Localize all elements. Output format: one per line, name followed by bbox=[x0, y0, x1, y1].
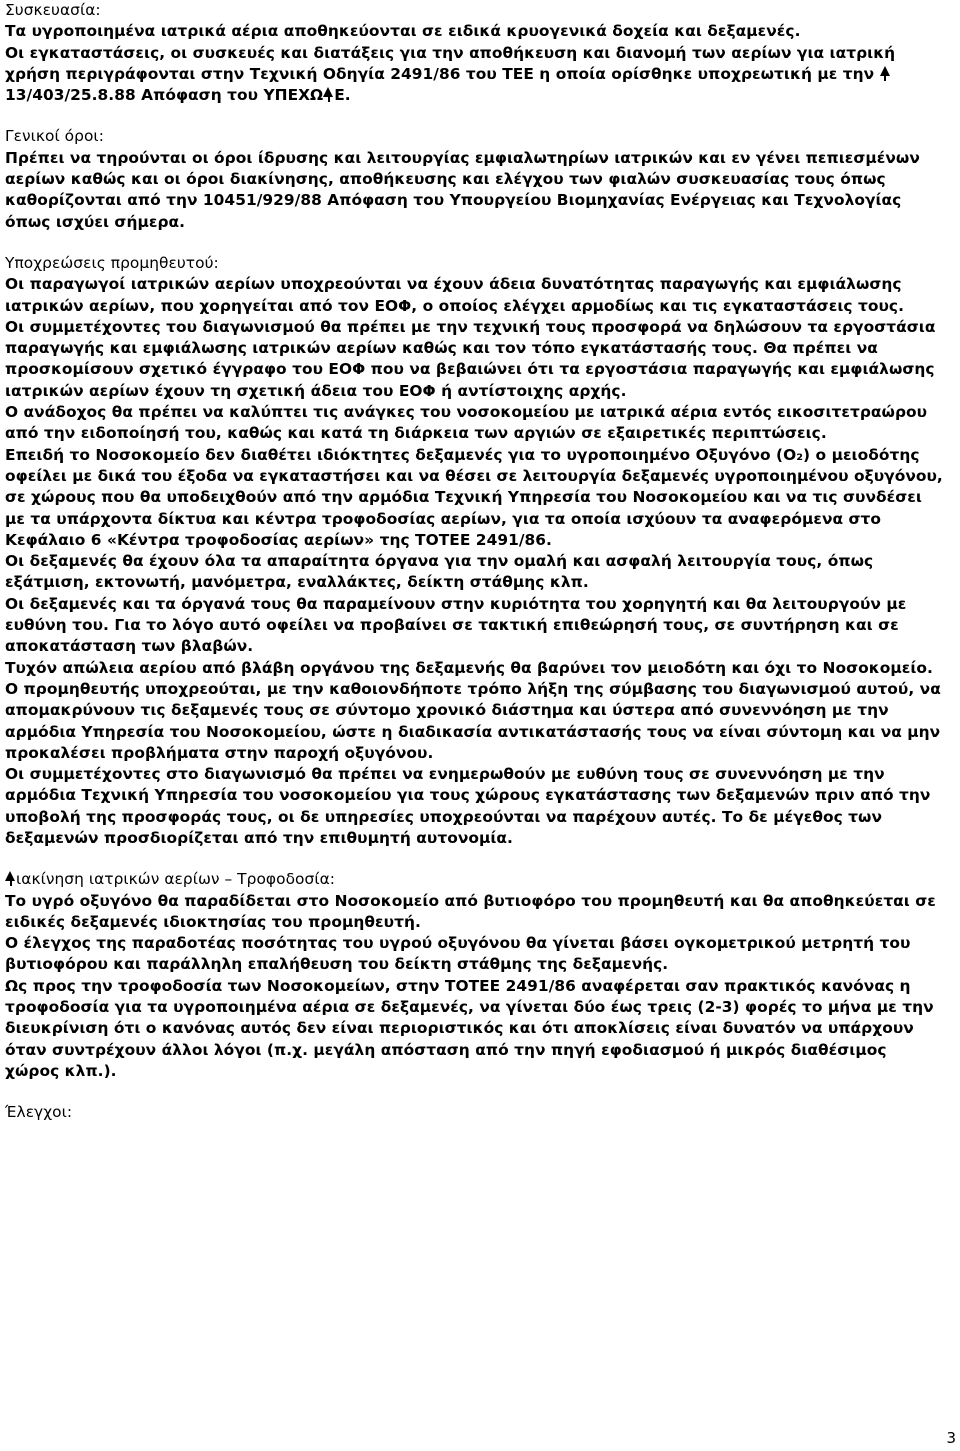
missing-glyph-icon bbox=[5, 871, 16, 886]
section-heading-controls: Έλεγχοι: bbox=[5, 1103, 73, 1122]
supplier-paragraph: Επειδή το Νοσοκομείο δεν διαθέτει ιδιόκτητες δεξαμενές για το υγροποιημένο Οξυγόνο (O₂) ο μειοδότης οφείλει με δικά του έξοδα να εγκαταστήσει και να θέσει σε λειτουργία δεξαμενές υγροποιημένου οξυγόνου, σε χώρους που θα υποδειχθούν από την αρμόδια Τεχνική Υπηρεσία του Νοσοκομείου και να τις συνδέσει με τα υπάρχοντα δίκτυα και κέντρα τροφοδοσίας αερίων, για τα οποία ισχύουν τα αναφερόμενα στο Κεφάλαιο 6 «Κέντρα τροφοδοσίας αερίων» της ΤΟΤΕΕ 2491/86. bbox=[5, 445, 943, 549]
packaging-paragraph-2-text-a: Οι εγκαταστάσεις, οι συσκευές και διατάξεις για την αποθήκευση και διανομή των αερίων για ιατρική χρήση περιγράφονται στην Τεχνική Οδηγία 2491/86 του ΤΕΕ η οποία ορίσθηκε υποχρεωτική με την bbox=[5, 43, 896, 83]
distribution-paragraph: Ο έλεγχος της παραδοτέας ποσότητας του υγρού οξυγόνου θα γίνεται βάσει ογκομετρικού μετρητή του βυτιοφόρου και παράλληλη επαλήθευση του δείκτη στάθμης της δεξαμενής. bbox=[5, 934, 911, 974]
section-heading-general-terms: Γενικοί όροι: bbox=[5, 127, 104, 146]
supplier-paragraph: Οι δεξαμενές θα έχουν όλα τα απαραίτητα όργανα για την ομαλή και ασφαλή λειτουργία τους, όπως εξάτμιση, εκτονωτή, μανόμετρα, εναλλάκτες, δείκτη στάθμης κλπ. bbox=[5, 552, 874, 592]
general-terms-paragraph: Πρέπει να τηρούνται οι όροι ίδρυσης και λειτουργίας εμφιαλωτηρίων ιατρικών και εν γένει πεπιεσμένων αερίων καθώς και οι όροι διακίνησης, αποθήκευσης και ελέγχου των φιαλών συσκευασίας τους όπως καθορίζονται από την 10451/929/88 Απόφαση του Υπουργείου Βιομηχανίας Ενέργειας και Τεχνολογίας όπως ισχύει σήμερα. bbox=[5, 148, 920, 231]
section-heading-distribution bbox=[5, 869, 945, 890]
document-page bbox=[5, 0, 945, 1124]
distribution-heading-text: ιακίνηση ιατρικών αερίων – Τροφοδοσία: bbox=[16, 870, 336, 889]
distribution-paragraph: Το υγρό οξυγόνο θα παραδίδεται στο Νοσοκομείο από βυτιοφόρο του προμηθευτή και θα αποθηκεύεται σε ειδικές δεξαμενές ιδιοκτησίας του προμηθευτή. bbox=[5, 891, 936, 931]
supplier-paragraph: Ο ανάδοχος θα πρέπει να καλύπτει τις ανάγκες του νοσοκομείου με ιατρικά αέρια εντός εικοσιτετραώρου από την ειδοποίησή του, καθώς και κατά τη διάρκεια των αργιών σε εξαιρετικές περιπτώσεις. bbox=[5, 403, 928, 443]
missing-glyph-icon bbox=[880, 66, 891, 81]
packaging-paragraph-2-text-b: 13/403/25.8.88 Απόφαση του ΥΠΕΧΩ bbox=[5, 86, 324, 105]
section-heading-supplier-obligations: Υποχρεώσεις προμηθευτού: bbox=[5, 253, 219, 272]
section-heading-packaging: Συσκευασία: bbox=[5, 1, 101, 19]
page-number: 3 bbox=[946, 1429, 956, 1447]
supplier-paragraph: Οι δεξαμενές και τα όργανά τους θα παραμείνουν στην κυριότητα του χορηγητή και θα λειτουργούν με ευθύνη του. Για το λόγο αυτό οφείλει να προβαίνει σε τακτική επιθεώρησή τους, σε συντήρηση και σε αποκατάσταση των βλαβών. bbox=[5, 594, 907, 656]
missing-glyph-icon bbox=[323, 87, 334, 102]
supplier-paragraph: Οι παραγωγοί ιατρικών αερίων υποχρεούνται να έχουν άδεια δυνατότητας παραγωγής και εμφιάλωσης ιατρικών αερίων, που χορηγείται από τον ΕΟΦ, ο οποίος ελέγχει αρμοδίως και τις εγκαταστάσεις τους. bbox=[5, 275, 904, 315]
distribution-paragraph: Ως προς την τροφοδοσία των Νοσοκομείων, στην ΤΟΤΕΕ 2491/86 αναφέρεται σαν πρακτικός κανόνας η τροφοδοσία για τα υγροποιημένα αέρια σε δεξαμενές, να γίνεται δύο έως τρεις (2-3) φορές το μήνα με την διευκρίνιση ότι ο κανόνας αυτός δεν είναι περιοριστικός και ότι αποκλίσεις είναι δυνατόν να υπάρχουν όταν συντρέχουν άλλοι λόγοι (π.χ. μεγάλη απόσταση από την πηγή εφοδιασμού ή μικρός διαθέσιμος χώρος κλπ.). bbox=[5, 976, 934, 1080]
packaging-paragraph-1: Τα υγροποιημένα ιατρικά αέρια αποθηκεύονται σε ειδικά κρυογενικά δοχεία και δεξαμενές. bbox=[5, 22, 801, 41]
supplier-paragraph: Τυχόν απώλεια αερίου από βλάβη οργάνου της δεξαμενής θα βαρύνει τον μειοδότη και όχι το Νοσοκομείο. bbox=[5, 658, 933, 677]
packaging-paragraph-2-text-c: Ε. bbox=[334, 86, 351, 105]
supplier-paragraph: Ο προμηθευτής υποχρεούται, με την καθοιονδήποτε τρόπο λήξη της σύμβασης του διαγωνισμού αυτού, να απομακρύνουν τις δεξαμενές τους σε σύντομο χρονικό διάστημα και ύστερα από συνεννόηση με την αρμόδια Υπηρεσία του Νοσοκομείου, ώστε η διαδικασία αντικατάστασής τους να είναι σύντομη και να μην προκαλέσει προβλήματα στην παροχή οξυγόνου. bbox=[5, 679, 941, 762]
packaging-paragraph-2 bbox=[5, 43, 945, 107]
supplier-paragraph: Οι συμμετέχοντες στο διαγωνισμό θα πρέπει να ενημερωθούν με ευθύνη τους σε συνεννόηση με την αρμόδια Τεχνική Υπηρεσία του νοσοκομείου για τους χώρους εγκατάστασης των δεξαμενών πριν από την υποβολή της προσφοράς τους, οι δε υπηρεσίες υποχρεούνται να παρέχουν αυτές. Το δε μέγεθος των δεξαμενών προσδιορίζεται από την επιθυμητή αυτονομία. bbox=[5, 765, 931, 847]
supplier-paragraph: Οι συμμετέχοντες του διαγωνισμού θα πρέπει με την τεχνική τους προσφορά να δηλώσουν τα εργοστάσια παραγωγής και εμφιάλωσης ιατρικών αερίων καθώς και τον τόπο εγκατάστασής τους. Θα πρέπει να προσκομίσουν σχετικό έγγραφο του ΕΟΦ που να βεβαιώνει ότι τα εργοστάσια παραγωγής και εμφιάλωσης ιατρικών αερίων έχουν τη σχετική άδεια του ΕΟΦ ή αντίστοιχης αρχής. bbox=[5, 317, 936, 400]
